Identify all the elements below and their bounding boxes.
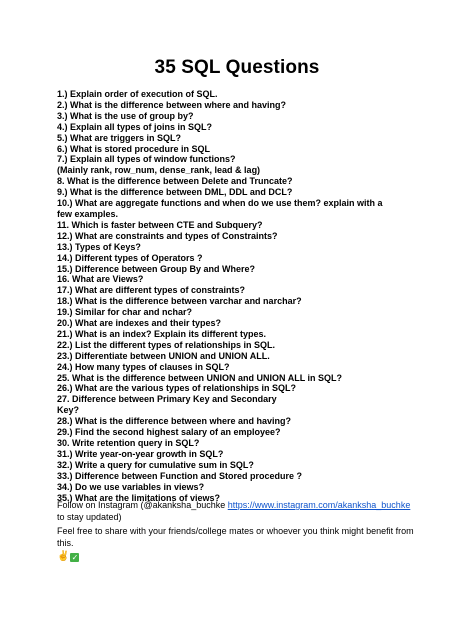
share-line: Feel free to share with your friends/college mates or whoever you think might benefit from this. [57,526,414,548]
question-item: 17.) What are different types of constraints? [57,285,246,296]
question-item: 13.) Types of Keys? [57,241,141,252]
question-item: 32.) Write a query for cumulative sum in SQL? [57,459,254,470]
question-item: 27. Difference between Primary Key and Secondary Key? [57,394,277,416]
question-item: 35.) What are the limitations of views? [57,492,221,503]
follow-suffix: to stay updated) [57,512,122,522]
check-mark-icon: ✓ [71,553,79,562]
question-item: 4.) Explain all types of joins in SQL? [57,121,213,132]
question-item: 3.) What is the use of group by? [57,110,194,121]
follow-line [57,499,417,523]
question-item: 12.) What are constraints and types of Constraints? [57,230,278,241]
question-item: 5.) What are triggers in SQL? [57,132,182,143]
question-item: 15.) Difference between Group By and Where? [57,263,256,274]
question-item: 34.) Do we use variables in views? [57,481,205,492]
question-item: 18.) What is the difference between varchar and narchar? [57,296,302,307]
question-item: 11. Which is faster between CTE and Subquery? [57,219,263,230]
emoji-row [57,550,417,563]
question-item: 14.) Different types of Operators ? [57,252,203,263]
question-item: 2.) What is the difference between where and having? [57,99,287,110]
follow-prefix: Follow on Instagram (@akanksha_buchke [57,500,228,510]
question-item: 19.) Similar for char and nchar? [57,307,193,318]
question-item: 23.) Differentiate between UNION and UNION ALL. [57,350,270,361]
question-item: 20.) What are indexes and their types? [57,318,222,329]
victory-hand-icon: ✌ [57,551,70,562]
question-item: 26.) What are the various types of relationships in SQL? [57,383,297,394]
question-item: 10.) What are aggregate functions and when do we use them? explain with a few examples. [57,198,383,219]
question-item: 7.) Explain all types of window functions? [57,154,236,165]
question-item: 1.) Explain order of execution of SQL. [57,89,218,99]
question-item: 8. What is the difference between Delete and Truncate? [57,176,293,187]
question-item: 28.) What is the difference between where and having? [57,416,292,427]
question-item: 21.) What is an index? Explain its different types. [57,328,267,339]
question-list [57,89,397,503]
question-item: (Mainly rank, row_num, dense_rank, lead & lag) [57,165,261,176]
question-item: 33.) Difference between Function and Stored procedure ? [57,470,303,481]
document-title: 35 SQL Questions [154,57,320,78]
question-item: 31.) Write year-on-year growth in SQL? [57,448,224,459]
question-item: 6.) What is stored procedure in SQL [57,143,211,154]
question-item: 24.) How many types of clauses in SQL? [57,361,230,372]
question-item: 29.) Find the second highest salary of an employee? [57,427,281,438]
question-item: 9.) What is the difference between DML, DDL and DCL? [57,187,293,198]
instagram-link[interactable]: https://www.instagram.com/akanksha_buchke [227,500,411,510]
footer [57,499,417,563]
question-item: 22.) List the different types of relationships in SQL. [57,339,276,350]
question-item: 16. What are Views? [57,274,144,285]
question-item: 30. Write retention query in SQL? [57,438,200,448]
question-item: 25. What is the difference between UNION and UNION ALL in SQL? [57,372,343,383]
